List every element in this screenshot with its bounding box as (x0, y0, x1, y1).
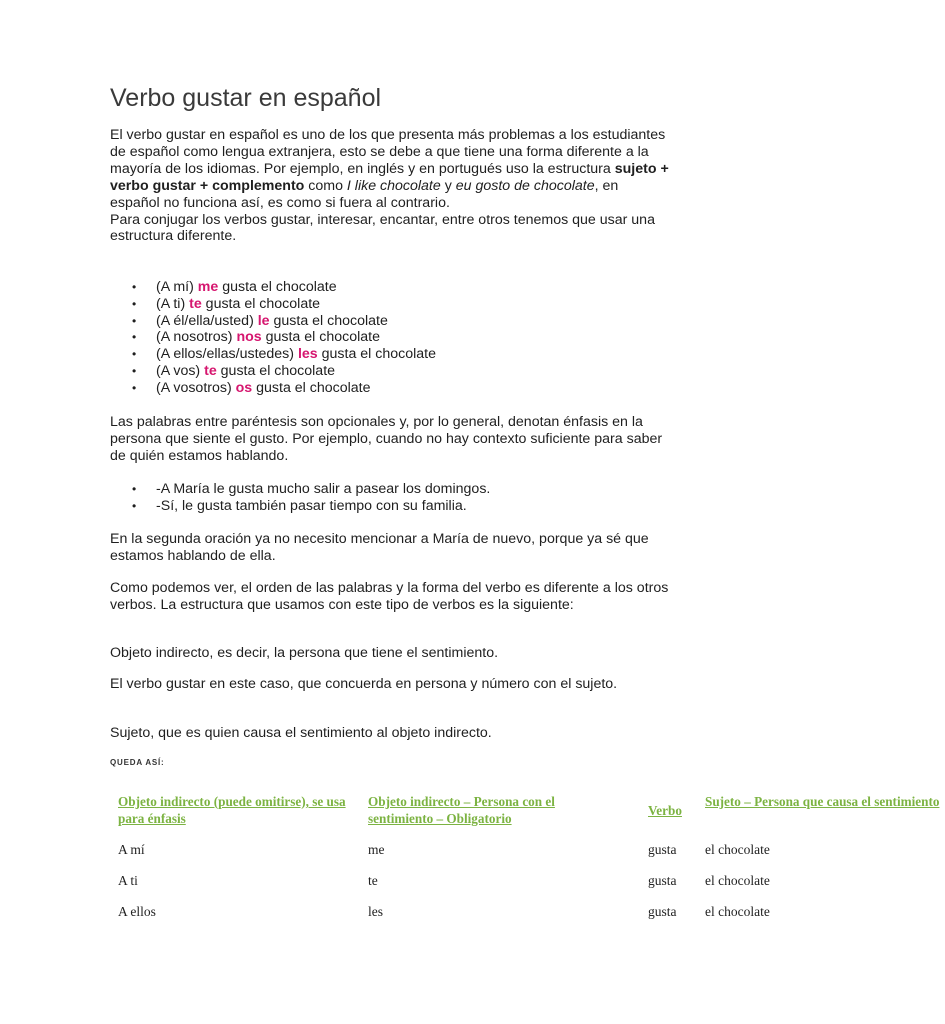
pronoun-highlight: te (204, 362, 217, 379)
intro-structure-bold: sujeto + verbo gustar + complemento (110, 160, 669, 194)
intro-english-example: I like chocolate (346, 177, 441, 194)
dialogue-list (110, 481, 490, 515)
intro-text-1: El verbo gustar en español es uno de los que presenta más problemas a los estudiantes de español como lengua extranjera, esto se debe a que tiene una forma diferente a la mayoría de los idiomas. Por ejemplo, en inglés y en portugués uso la estructura (110, 127, 666, 177)
table-header-verb: Verbo (648, 803, 682, 818)
list-item: • (A ti) te gusta el chocolate (110, 296, 436, 313)
intro-text-3: y (440, 177, 456, 194)
pronoun-highlight: me (197, 279, 219, 295)
pronoun-highlight: os (235, 379, 253, 396)
table-cell: gusta (648, 904, 677, 919)
table-header-subject: Sujeto – Persona que causa el sentimiento (705, 794, 940, 809)
table-cell: te (368, 873, 378, 888)
table-cell: les (368, 904, 383, 919)
list-item: • (A vos) te gusta el chocolate (110, 363, 436, 380)
table-cell: A ti (118, 873, 138, 888)
queda-label: QUEDA ASÍ: (110, 758, 165, 767)
indirect-object-paragraph: Objeto indirecto, es decir, la persona que tiene el sentimiento. (110, 645, 499, 661)
intro-text-4: , en español no funciona así, es como si fuera al contrario. (110, 177, 619, 211)
list-item: • (A él/ella/usted) le gusta el chocolate (110, 313, 436, 330)
parentheses-paragraph: Las palabras entre paréntesis son opcionales y, por lo general, denotan énfasis en la persona que siente el gusto. Por ejemplo, cuando no hay contexto suficiente para saber de quién estamos hablando. (110, 414, 663, 464)
table-cell: me (368, 842, 385, 857)
intro-portuguese-example: eu gosto de chocolate (455, 177, 595, 194)
table-cell: gusta (648, 873, 677, 888)
page-title: Verbo gustar en español (110, 84, 382, 112)
pronoun-highlight: te (189, 295, 202, 312)
subject-paragraph: Sujeto, que es quien causa el sentimiento al objeto indirecto. (110, 725, 492, 741)
list-item: • (A nosotros) nos gusta el chocolate (110, 329, 436, 346)
list-item: • (A vosotros) os gusta el chocolate (110, 380, 436, 397)
word-order-paragraph: Como podemos ver, el orden de las palabras y la forma del verbo es diferente a los otros verbos. La estructura que usamos con este tipo de verbos es la siguiente: (110, 580, 669, 613)
table-header-indirect-object-required: Objeto indirecto – Persona con el sentimiento – Obligatorio (368, 794, 555, 826)
table-cell: A ellos (118, 904, 156, 919)
table-cell: A mí (118, 842, 145, 857)
verb-paragraph: El verbo gustar en este caso, que concuerda en persona y número con el sujeto. (110, 676, 618, 692)
intro-text-2: como (304, 177, 347, 194)
intro-paragraph (110, 127, 670, 245)
table-header-indirect-object-optional: Objeto indirecto (puede omitirse), se usa para énfasis (118, 794, 346, 826)
intro-text-5: Para conjugar los verbos gustar, interesar, encantar, entre otros tenemos que usar una estructura diferente. (110, 211, 655, 245)
list-item: • -Sí, le gusta también pasar tiempo con su familia. (110, 498, 490, 515)
pronoun-highlight: les (297, 346, 318, 363)
pronoun-highlight: nos (236, 329, 262, 346)
conjugation-list (110, 279, 436, 397)
table-cell: gusta (648, 842, 677, 857)
table-cell: el chocolate (705, 873, 770, 888)
table-cell: el chocolate (705, 904, 770, 919)
list-item: • (A mí) me gusta el chocolate (110, 279, 436, 296)
table-cell: el chocolate (705, 842, 770, 857)
pronoun-highlight: le (257, 312, 270, 329)
list-item: • -A María le gusta mucho salir a pasear los domingos. (110, 481, 490, 498)
second-sentence-paragraph: En la segunda oración ya no necesito mencionar a María de nuevo, porque ya sé que estamos hablando de ella. (110, 531, 649, 564)
list-item: • (A ellos/ellas/ustedes) les gusta el chocolate (110, 346, 436, 363)
